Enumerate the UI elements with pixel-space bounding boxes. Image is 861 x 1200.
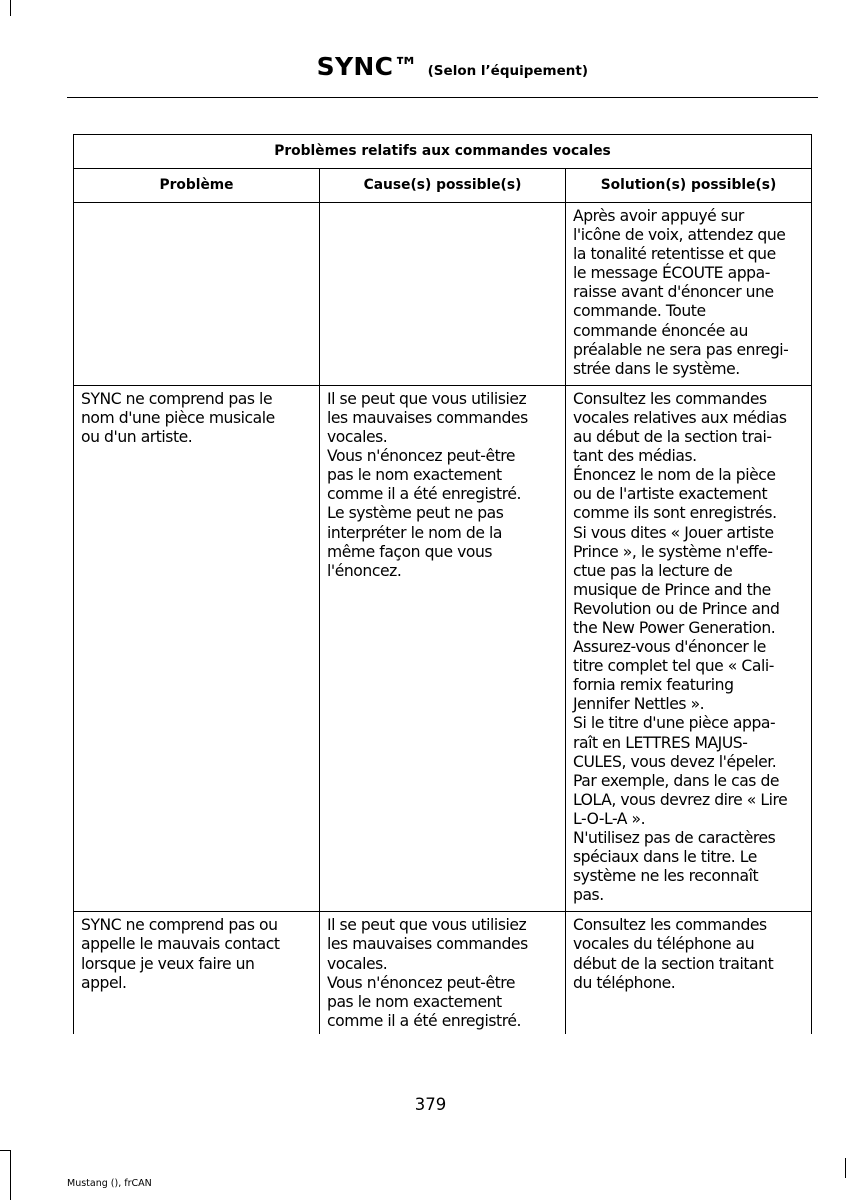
crop-mark-bottom-left-vertical xyxy=(10,1150,11,1200)
solution-cell: Consultez les commandes vocales relatives aux médias au début de la section trai- tant des médias. Énoncez le nom de la pièce ou de l'artiste exactement comme ils sont enregistrés. Si vous dites « Jouer artiste Prince », le système n'effe- ctue pas la lecture de musique de Prince and the Revolution ou de Prince and the New Power Generation. Assurez-vous d'énoncer le titre complet tel que « Cali- fornia remix featuring Jennifer Nettles ». Si le titre d'une pièce appa- raît en LETTRES MAJUS- CULES, vous devez l'épeler. Par exemple, dans le cas de LOLA, vous devrez dire « Lire L-O-L-A ». N'utilisez pas de caractères spéciaux dans le titre. Le système ne les reconnaît pas. xyxy=(566,385,812,912)
header-title: SYNC™ xyxy=(316,52,419,81)
header-subtitle: (Selon l’équipement) xyxy=(427,63,588,79)
running-header xyxy=(0,52,861,81)
footer-text: Mustang (), frCAN xyxy=(67,1178,152,1189)
problem-cell xyxy=(74,203,320,386)
cause-cell: Il se peut que vous utilisiez les mauvaises commandes vocales. Vous n'énoncez peut-être pas le nom exactement comme il a été enregistré. Le système peut ne pas interpréter le nom de la même façon que vous l'énoncez. xyxy=(320,385,566,912)
page-number: 379 xyxy=(414,1095,447,1114)
header-rule xyxy=(67,97,818,98)
solution-cell: Consultez les commandes vocales du téléphone au début de la section traitant du téléphone. xyxy=(566,912,812,1035)
problem-cell: SYNC ne comprend pas le nom d'une pièce musicale ou d'un artiste. xyxy=(74,385,320,912)
voice-command-problems-table xyxy=(73,134,812,1034)
solution-cell: Après avoir appuyé sur l'icône de voix, attendez que la tonalité retentisse et que le message ÉCOUTE appa- raisse avant d'énoncer une commande. Toute commande énoncée au préalable ne sera pas enregi- strée dans le système. xyxy=(566,203,812,386)
crop-mark-top-left xyxy=(10,0,11,16)
crop-mark-bottom-right xyxy=(845,1158,846,1178)
table-row xyxy=(74,203,812,386)
column-header-problem: Problème xyxy=(74,169,320,203)
cause-cell: Il se peut que vous utilisiez les mauvaises commandes vocales. Vous n'énoncez peut-être pas le nom exactement comme il a été enregistré. xyxy=(320,912,566,1035)
table-row xyxy=(74,912,812,1035)
problem-cell: SYNC ne comprend pas ou appelle le mauvais contact lorsque je veux faire un appel. xyxy=(74,912,320,1035)
column-header-solution: Solution(s) possible(s) xyxy=(566,169,812,203)
crop-mark-bottom-left-horizontal xyxy=(0,1150,11,1151)
column-header-cause: Cause(s) possible(s) xyxy=(320,169,566,203)
cause-cell xyxy=(320,203,566,386)
table-caption: Problèmes relatifs aux commandes vocales xyxy=(74,135,812,169)
table-row xyxy=(74,385,812,912)
